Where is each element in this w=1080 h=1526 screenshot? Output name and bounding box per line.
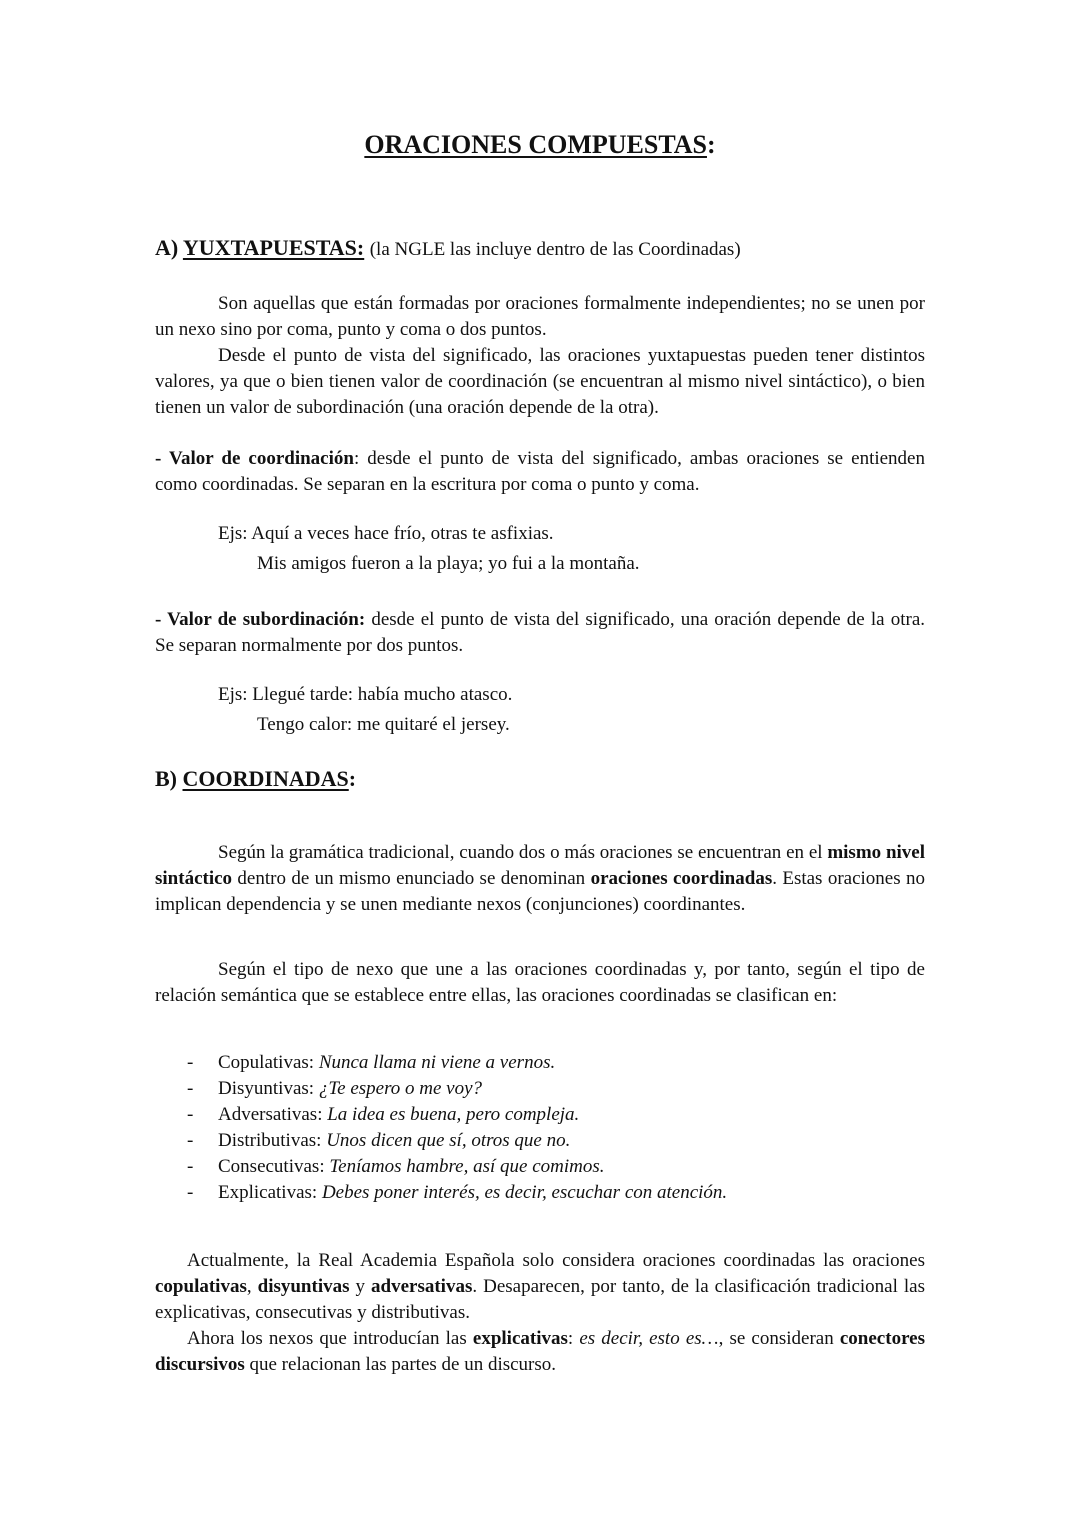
section-a-title: YUXTAPUESTAS: <box>182 235 365 260</box>
list-item: - Distributivas: Unos dicen que sí, otros que no. <box>187 1130 571 1151</box>
list-item: - Disyuntivas: ¿Te espero o me voy? <box>187 1078 483 1099</box>
section-b-heading-block <box>155 766 925 792</box>
subordination-value-label: - Valor de subordinación: <box>155 609 366 630</box>
coordinate-types-block <box>155 1050 925 1206</box>
section-a-heading <box>155 235 925 261</box>
section-b-p3-text-c: , <box>246 1276 258 1297</box>
section-a-prefix: A) <box>155 235 183 260</box>
section-b-paragraph-2: Según el tipo de nexo que une a las oraciones coordinadas y, por tanto, según el tipo de relación semántica que se establece entre ellas, las oraciones coordinadas se clasifican en: <box>155 959 925 1006</box>
section-b-paragraph-3 <box>155 1248 925 1326</box>
type-example: Teníamos hambre, así que comimos. <box>329 1156 605 1177</box>
coordination-value-paragraph <box>155 446 925 498</box>
page-title-colon: : <box>706 130 716 159</box>
section-b-p1-text-c: dentro de un mismo enunciado se denominan <box>232 868 591 889</box>
list-item: - Copulativas: Nunca llama ni viene a vernos. <box>187 1052 556 1073</box>
section-b-title: COORDINADAS <box>182 766 349 791</box>
section-b-p1-bold-d: oraciones coordinadas <box>590 868 773 889</box>
coordination-example-list <box>155 519 925 579</box>
section-b-p4-bold-conectores: conectores discursivos <box>155 1328 925 1375</box>
coordination-value-label: - Valor de coordinación <box>155 448 354 469</box>
subordination-example-1: Ejs: Llegué tarde: había mucho atasco. <box>218 684 513 705</box>
section-b-colon: : <box>348 766 357 791</box>
section-b-p1-bold-b: mismo nivel sintáctico <box>155 842 926 889</box>
subordination-value-text: desde el punto de vista del significado, una oración depende de la otra. Se separan normalmente por dos puntos. <box>155 609 925 656</box>
subordination-example-2: Tengo calor: me quitaré el jersey. <box>257 714 510 735</box>
type-label: Copulativas: <box>218 1052 319 1073</box>
section-b-p1-text-e: . Estas oraciones no implican dependencia y se unen mediante nexos (conjunciones) coordinantes. <box>155 868 925 915</box>
section-a-paragraph-1: Son aquellas que están formadas por oraciones formalmente independientes; no se unen por un nexo sino por coma, punto y coma o dos puntos. <box>155 293 925 340</box>
section-b-paragraph-4 <box>155 1326 925 1378</box>
section-a-paragraph-2: Desde el punto de vista del significado, las oraciones yuxtapuestas pueden tener distintos valores, ya que o bien tienen valor de coordinación (se encuentran al mismo nivel sintáctico), o bien tienen un valor de subordinación (una oración depende de la otra). <box>155 345 925 418</box>
section-b-paragraph-1-block <box>155 840 925 918</box>
section-b-closing-block <box>155 1248 925 1378</box>
type-label: Disyuntivas: <box>218 1078 319 1099</box>
type-label: Distributivas: <box>218 1130 327 1151</box>
section-b-heading <box>155 766 925 792</box>
type-example: ¿Te espero o me voy? <box>318 1078 483 1099</box>
subordination-value-paragraph <box>155 607 925 659</box>
coordination-value-block <box>155 446 925 498</box>
page-title <box>0 130 1080 160</box>
type-label: Consecutivas: <box>218 1156 330 1177</box>
section-b-p3-bold-copulativas: copulativas <box>155 1276 247 1297</box>
list-item: - Consecutivas: Teníamos hambre, así que comimos. <box>187 1156 605 1177</box>
section-b-paragraph-2-block <box>155 957 925 1009</box>
subordination-example-list <box>155 680 925 740</box>
section-b-p3-bold-disyuntivas: disyuntivas <box>257 1276 350 1297</box>
type-example: Nunca llama ni viene a vernos. <box>318 1052 556 1073</box>
type-example: La idea es buena, pero compleja. <box>327 1104 580 1125</box>
section-b-p4-italic-nexos: es decir, esto es… <box>579 1328 719 1349</box>
page-title-text: ORACIONES COMPUESTAS <box>364 130 707 159</box>
list-item: - Adversativas: La idea es buena, pero compleja. <box>187 1104 580 1125</box>
section-b-p1-text-a: Según la gramática tradicional, cuando dos o más oraciones se encuentran en el <box>218 842 828 863</box>
coordinate-types-list <box>155 1050 925 1206</box>
coordination-examples <box>155 519 925 579</box>
section-b-p4-text-e: , se consideran <box>718 1328 840 1349</box>
type-example: Unos dicen que sí, otros que no. <box>326 1130 571 1151</box>
section-b-p3-text-e: y <box>349 1276 372 1297</box>
section-b-p4-text-g: que relacionan las partes de un discurso. <box>244 1354 557 1375</box>
section-a-note: (la NGLE las incluye dentro de las Coordinadas) <box>369 239 741 260</box>
subordination-value-block <box>155 607 925 659</box>
coordination-value-text: : desde el punto de vista del significado, ambas oraciones se entienden como coordinadas. Se separan en la escritura por coma o punto y coma. <box>155 448 925 495</box>
coordination-example-1: Ejs: Aquí a veces hace frío, otras te asfixias. <box>218 523 554 544</box>
coordination-example-2: Mis amigos fueron a la playa; yo fui a la montaña. <box>257 553 640 574</box>
section-a-intro <box>155 291 925 421</box>
section-b-prefix: B) <box>155 766 183 791</box>
section-b-p4-text-a: Ahora los nexos que introducían las <box>187 1328 473 1349</box>
section-b-paragraph-1 <box>155 840 925 918</box>
section-b-p3-bold-adversativas: adversativas <box>371 1276 473 1297</box>
section-b-p4-bold-explicativas: explicativas <box>472 1328 568 1349</box>
type-example: Debes poner interés, es decir, escuchar con atención. <box>321 1182 728 1203</box>
section-b-p3-text-g: . Desaparecen, por tanto, de la clasificación tradicional las explicativas, consecutivas y distributivas. <box>155 1276 926 1323</box>
list-item: - Explicativas: Debes poner interés, es decir, escuchar con atención. <box>187 1182 728 1203</box>
section-b-p4-text-c: : <box>567 1328 580 1349</box>
subordination-examples <box>155 680 925 740</box>
type-label: Explicativas: <box>218 1182 322 1203</box>
type-label: Adversativas: <box>218 1104 328 1125</box>
section-a-heading-block <box>155 235 925 261</box>
section-b-p3-text-a: Actualmente, la Real Academia Española solo considera oraciones coordinadas las oraciones <box>187 1250 925 1271</box>
